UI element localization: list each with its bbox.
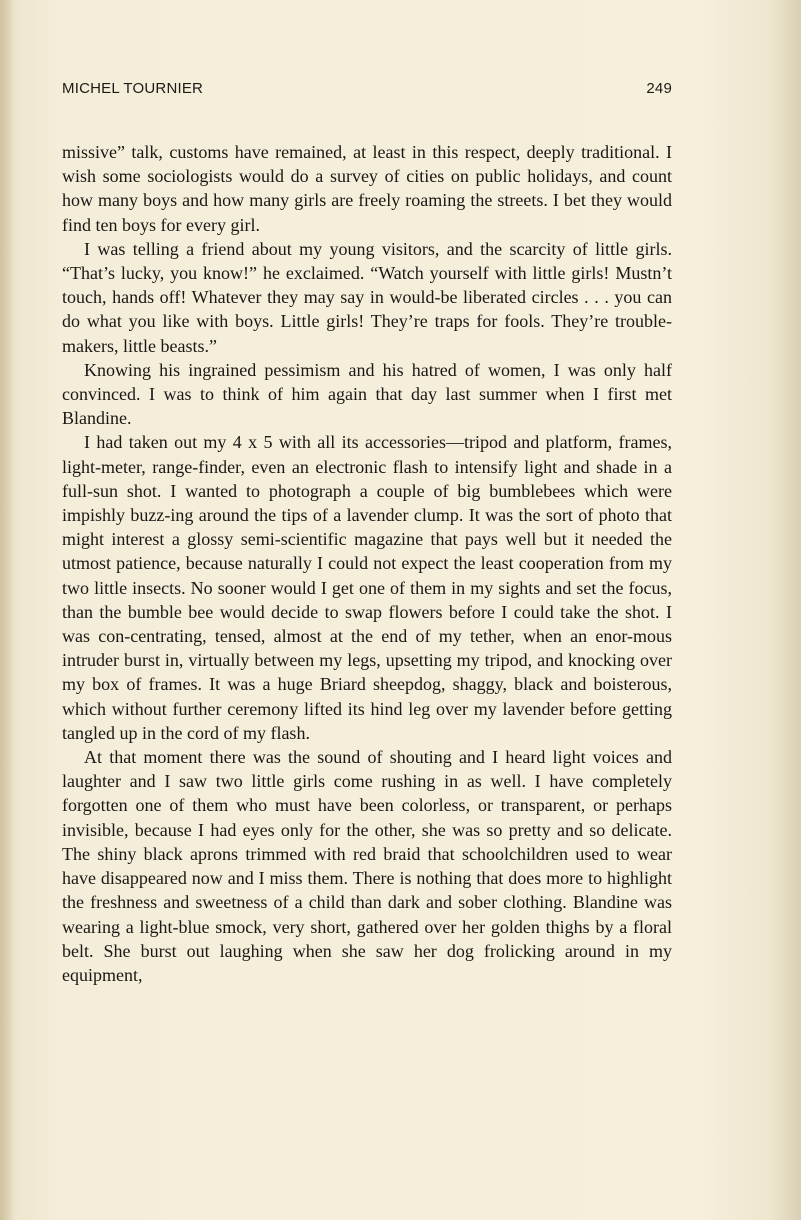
paragraph: Knowing his ingrained pessimism and his hatred of women, I was only half convinced. I was to think of him again that day last summer when I first met Blandine. xyxy=(62,359,672,429)
paragraph: missive” talk, customs have remained, at least in this respect, deeply traditional. I wish some sociologists would do a survey of cities on public holidays, and count how many boys and how many girls are freely roaming the streets. I bet they would find ten boys for every girl. xyxy=(62,142,672,235)
paragraph: I had taken out my 4 x 5 with all its accessories—tripod and platform, frames, light-meter, range-finder, even an electronic flash to intensify light and shade in a full-sun shot. I wanted to photograph a couple of big bumblebees which were impishly buzz-ing around the tips of a lavender clump. It was the sort of photo that might interest a glossy semi-scientific magazine that pays well but it needed the utmost patience, because naturally I could not expect the least cooperation from my two little insects. No sooner would I get one of them in my sights and set the focus, than the bumble bee would decide to swap flowers before I could take the shot. I was con-centrating, tensed, almost at the end of my tether, when an enor-mous intruder burst in, virtually between my legs, upsetting my tripod, and knocking over my box of frames. It was a huge Briard sheepdog, shaggy, black and boisterous, which without further ceremony lifted its hind leg over my lavender before getting tangled up in the cord of my flash. xyxy=(62,432,672,743)
page-number: 249 xyxy=(646,80,672,97)
paragraph: I was telling a friend about my young visitors, and the scarcity of little girls. “That’s lucky, you know!” he exclaimed. “Watch yourself with little girls! Mustn’t touch, hands off! Whatever they may say in would-be liberated circles . . . you can do what you like with boys. Little girls! They’re traps for fools. They’re trouble-makers, little beasts.” xyxy=(62,238,672,356)
paragraph: At that moment there was the sound of shouting and I heard light voices and laughter and I saw two little girls come rushing in as well. I have completely forgotten one of them who must have been colorless, or transparent, or perhaps invisible, because I had eyes only for the other, she was so pretty and so delicate. The shiny black aprons trimmed with red braid that schoolchildren used to wear have disappeared now and I miss them. There is nothing that does more to highlight the freshness and sweetness of a child than dark and sober clothing. Blandine was wearing a light-blue smock, very short, gathered over her golden thighs by a floral belt. She burst out laughing when she saw her dog frolicking around in my equipment, xyxy=(62,747,672,985)
running-header xyxy=(62,80,672,104)
running-header-author: MICHEL TOURNIER xyxy=(62,80,204,97)
page-spine-shadow xyxy=(0,0,14,1220)
body-text xyxy=(62,140,672,987)
